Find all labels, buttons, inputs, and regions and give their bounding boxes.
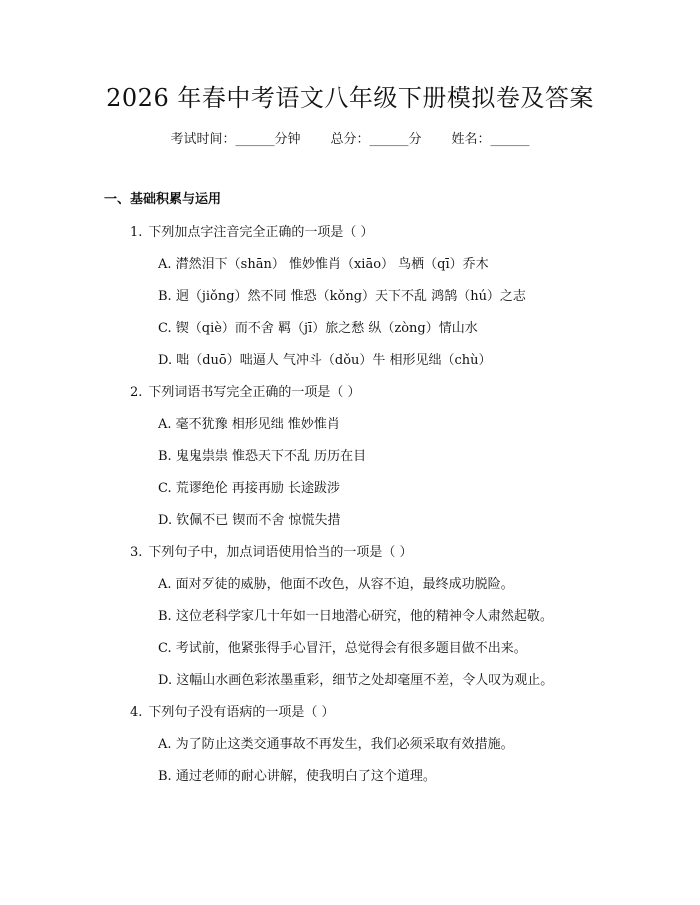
exam-info-line (0, 130, 700, 150)
question-2-option-c: C. 荒谬绝伦 再接再励 长途跋涉 (158, 481, 341, 496)
page-title: 2026 年春中考语文八年级下册模拟卷及答案 (106, 84, 594, 112)
question-4 (130, 703, 335, 723)
question-4-option-a: A. 为了防止这类交通事故不再发生，我们必须采取有效措施。 (158, 737, 514, 752)
question-1 (130, 223, 374, 243)
question-3-option-c: C. 考试前，他紧张得手心冒汗，总觉得会有很多题目做不出来。 (158, 641, 527, 656)
question-1-option-d: D. 咄（duō）咄逼人 气冲斗（dǒu）牛 相形见绌（chù） (158, 353, 492, 368)
question-3-option-d: D. 这幅山水画色彩浓墨重彩，细节之处却毫厘不差，令人叹为观止。 (158, 673, 554, 688)
question-stem: 下列句子没有语病的一项是（ ） (148, 705, 335, 720)
question-stem: 下列加点字注音完全正确的一项是（ ） (148, 225, 374, 240)
question-number: 1. (130, 225, 143, 240)
exam-time-field: 考试时间：______分钟 (170, 132, 301, 147)
question-number: 3. (130, 545, 143, 560)
question-3-option-a: A. 面对歹徒的威胁，他面不改色，从容不迫，最终成功脱险。 (158, 577, 514, 592)
question-stem: 下列句子中，加点词语使用恰当的一项是（ ） (148, 545, 413, 560)
question-4-option-b: B. 通过老师的耐心讲解，使我明白了这个道理。 (158, 769, 436, 784)
question-2 (130, 383, 361, 403)
question-3-option-b: B. 这位老科学家几十年如一日地潜心研究，他的精神令人肃然起敬。 (158, 609, 553, 624)
question-1-option-b: B. 迥（jiǒng）然不同 惟恐（kǒng）天下不乱 鸿鹄（hú）之志 (158, 289, 526, 304)
question-2-option-d: D. 钦佩不已 锲而不舍 惊慌失措 (158, 513, 341, 528)
question-1-option-a: A. 潸然泪下（shān） 惟妙惟肖（xiāo） 鸟栖（qī）乔木 (158, 257, 489, 272)
question-number: 2. (130, 385, 143, 400)
total-score-field: 总分：______分 (330, 132, 422, 147)
question-2-option-b: B. 鬼鬼祟祟 惟恐天下不乱 历历在目 (158, 449, 367, 464)
section-heading: 一、基础积累与运用 (104, 192, 222, 207)
question-3 (130, 543, 413, 563)
question-2-option-a: A. 毫不犹豫 相形见绌 惟妙惟肖 (158, 417, 340, 432)
question-number: 4. (130, 705, 143, 720)
student-name-field: 姓名：______ (451, 132, 530, 147)
question-stem: 下列词语书写完全正确的一项是（ ） (148, 385, 361, 400)
question-1-option-c: C. 锲（qiè）而不舍 羁（jī）旅之愁 纵（zòng）情山水 (158, 321, 478, 336)
